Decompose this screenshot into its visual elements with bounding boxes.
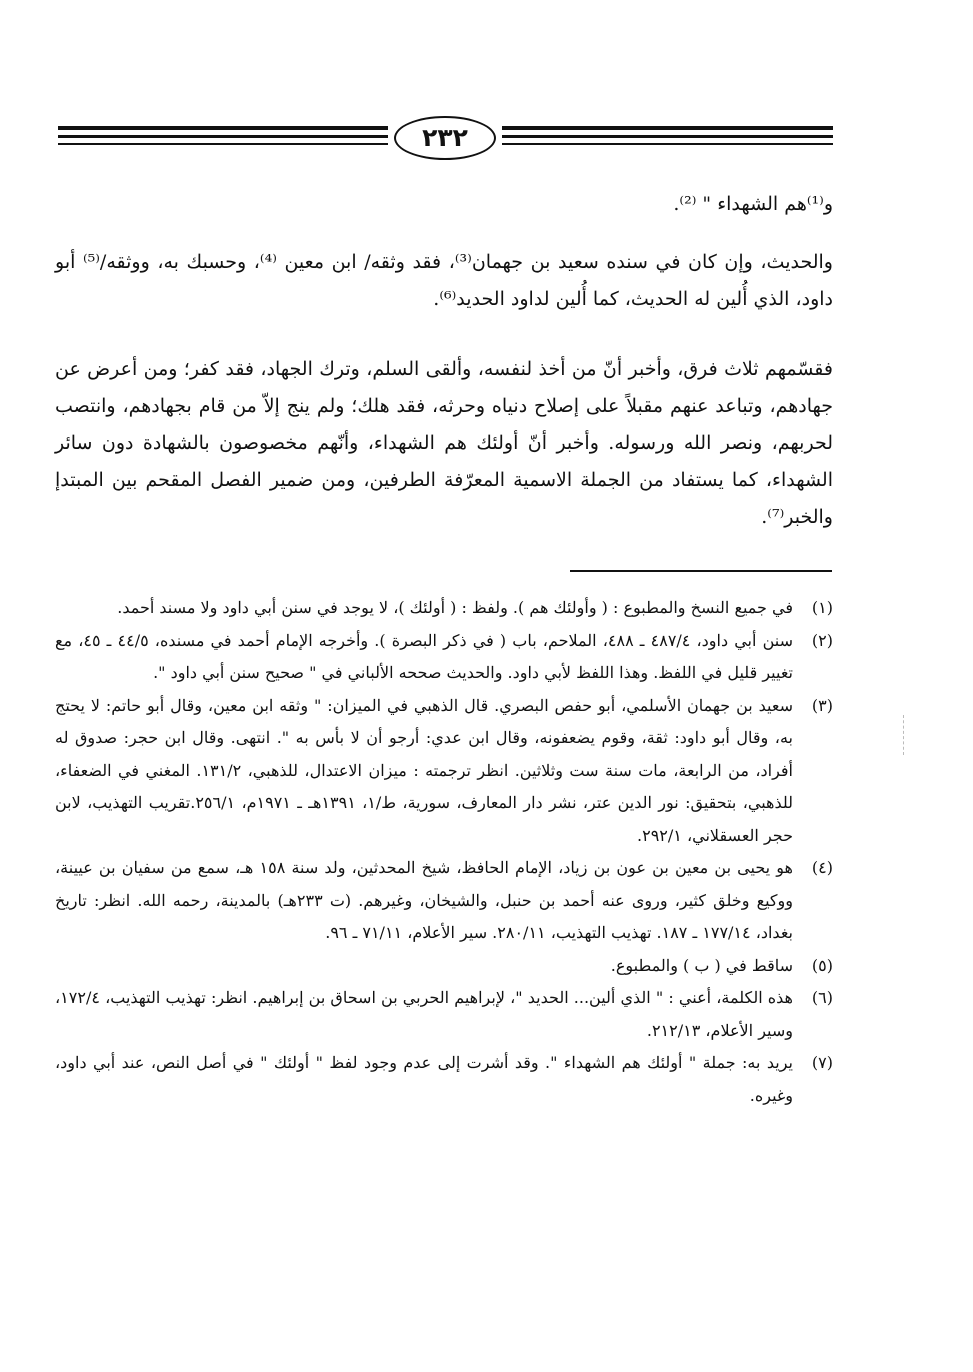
footnote-number: (٢) bbox=[811, 630, 833, 650]
footnote-number: (٦) bbox=[811, 988, 833, 1007]
footnote-text: هذه الكلمة، أعني : " الذي ألين... الحديد "، لإبراهيم الحربي بن اسحاق بن إبراهيم. انظر: تهذيب التهذيب، ١٧٢/٤، وسير الأعلام، ٢١٢/١٣. bbox=[55, 988, 793, 1040]
footnote-text: ساقط في ( ب ) والمطبوع. bbox=[610, 955, 793, 975]
footnote-number: (٤) bbox=[811, 858, 833, 877]
footnote-3 bbox=[55, 690, 833, 853]
footnote-1 bbox=[55, 592, 833, 625]
footnote-2 bbox=[55, 625, 833, 690]
footnote-7 bbox=[55, 1047, 833, 1112]
footnote-5 bbox=[55, 950, 833, 983]
footnote-text: سعيد بن جهمان الأسلمي، أبو حفص البصري. قال الذهبي في الميزان: " وثقه ابن معين، وقال أبو حاتم: لا يحتج به، وقال أبو داود: ثقة، وقوم يضعفونه، وقال ابن عدي: أرجو أن لا بأس به ". انتهى. وقال ابن حجر: صدوق له أفراد، من الرابعة، مات سنة ست وثلاثين. انظر ترجمته : ميزان الاعتدال، للذهبي، ١٣١/٢. المغني في الضعفاء، للذهبي، بتحقيق: نور الدين عتر، نشر دار المعارف، سورية، ط/١، ١٣٩١هـ ـ ١٩٧١م، ٢٥٦/١.تقريب التهذيب، لابن حجر العسقلاني، ٢٩٢/١. bbox=[55, 695, 794, 845]
footnote-4 bbox=[55, 852, 833, 950]
paragraph-2 bbox=[55, 244, 833, 318]
footnote-number: (٣) bbox=[811, 695, 833, 715]
page-number: ٢٣٢ bbox=[394, 116, 496, 160]
footnote-text: في جميع النسخ والمطبوع : ( وأولئك هم ). ولفظ : ( أولئك )، لا يوجد في سنن أبي داود ولا مسند أحمد. bbox=[117, 598, 793, 617]
scan-margin-mark bbox=[903, 715, 904, 755]
page-header bbox=[58, 116, 833, 162]
paragraph-text: والحديث، وإن كان في سنده سعيد بن جهمان⁽³⁾، فقد وثقه/ ابن معين ⁽⁴⁾، وحسبك به، ووثقه/⁽⁵⁾ أبو داود، الذي أُلين له الحديث، كما أُلين لداود الحديد⁽⁶⁾. bbox=[55, 251, 833, 310]
paragraph-3 bbox=[55, 351, 833, 536]
footnote-number: (٧) bbox=[811, 1053, 833, 1072]
footnotes bbox=[55, 592, 833, 1112]
footnote-6 bbox=[55, 982, 833, 1047]
paragraph-1 bbox=[55, 186, 833, 223]
header-rule-left bbox=[58, 126, 388, 152]
footnote-text: سنن أبي داود، ٤٨٧/٤ ـ ٤٨٨، الملاحم، باب ( في ذكر البصرة ). وأخرجه الإمام أحمد في مسنده، ٤٤/٥ ـ ٤٥، مع تغيير قليل في اللفظ. وهذا اللفظ لأبي داود. والحديث صححه الألباني في " صحيح سنن أبي داود ". bbox=[55, 630, 793, 682]
footnote-text: يريد به: جملة " أولئك هم الشهداء ". وقد أشرت إلى عدم وجود لفظ " أولئك " في أصل النص، عند أبي داود، وغيره. bbox=[55, 1053, 793, 1105]
footnote-number: (١) bbox=[811, 598, 833, 617]
footnote-divider bbox=[570, 570, 832, 572]
footnote-number: (٥) bbox=[811, 955, 833, 975]
header-rule-right bbox=[502, 126, 833, 152]
footnote-text: هو يحيى بن معين بن عون بن زياد، الإمام الحافظ، شيخ المحدثين، ولد سنة ١٥٨ هـ، سمع من سفيان بن عيينة، ووكيع وخلق كثير، وروى عنه أحمد بن حنبل، والشيخان، وغيرهم. (ت ٢٣٣هـ) بالمدينة، رحمه الله. انظر: تاريخ بغداد، ١٧٧/١٤ ـ ١٨٧. تهذيب التهذيب، ٢٨٠/١١. سير الأعلام، ٧١/١١ ـ ٩٦. bbox=[55, 858, 793, 942]
paragraph-text: و⁽¹⁾هم الشهداء " ⁽²⁾. bbox=[673, 193, 833, 215]
paragraph-text: فقسّمهم ثلاث فرق، وأخبر أنّ من أخذ لنفسه، وألقى السلم، وترك الجهاد، فقد كفر؛ ومن أعرض عن جهادهم، وتباعد عنهم مقبلاً على إصلاح دنياه وحرثه، فقد هلك؛ ولم ينج إلاّ من قام بجهادهم، وانتصب لحربهم، ونصر الله ورسوله. وأخبر أنّ أولئك هم الشهداء، وأنّهم مخصوصون بالشهادة دون سائر الشهداء، كما يستفاد من الجملة الاسمية المعرّفة الطرفين، ومن ضمير الفصل المقحم بين المبتدإ والخبر⁽⁷⁾. bbox=[55, 358, 833, 528]
